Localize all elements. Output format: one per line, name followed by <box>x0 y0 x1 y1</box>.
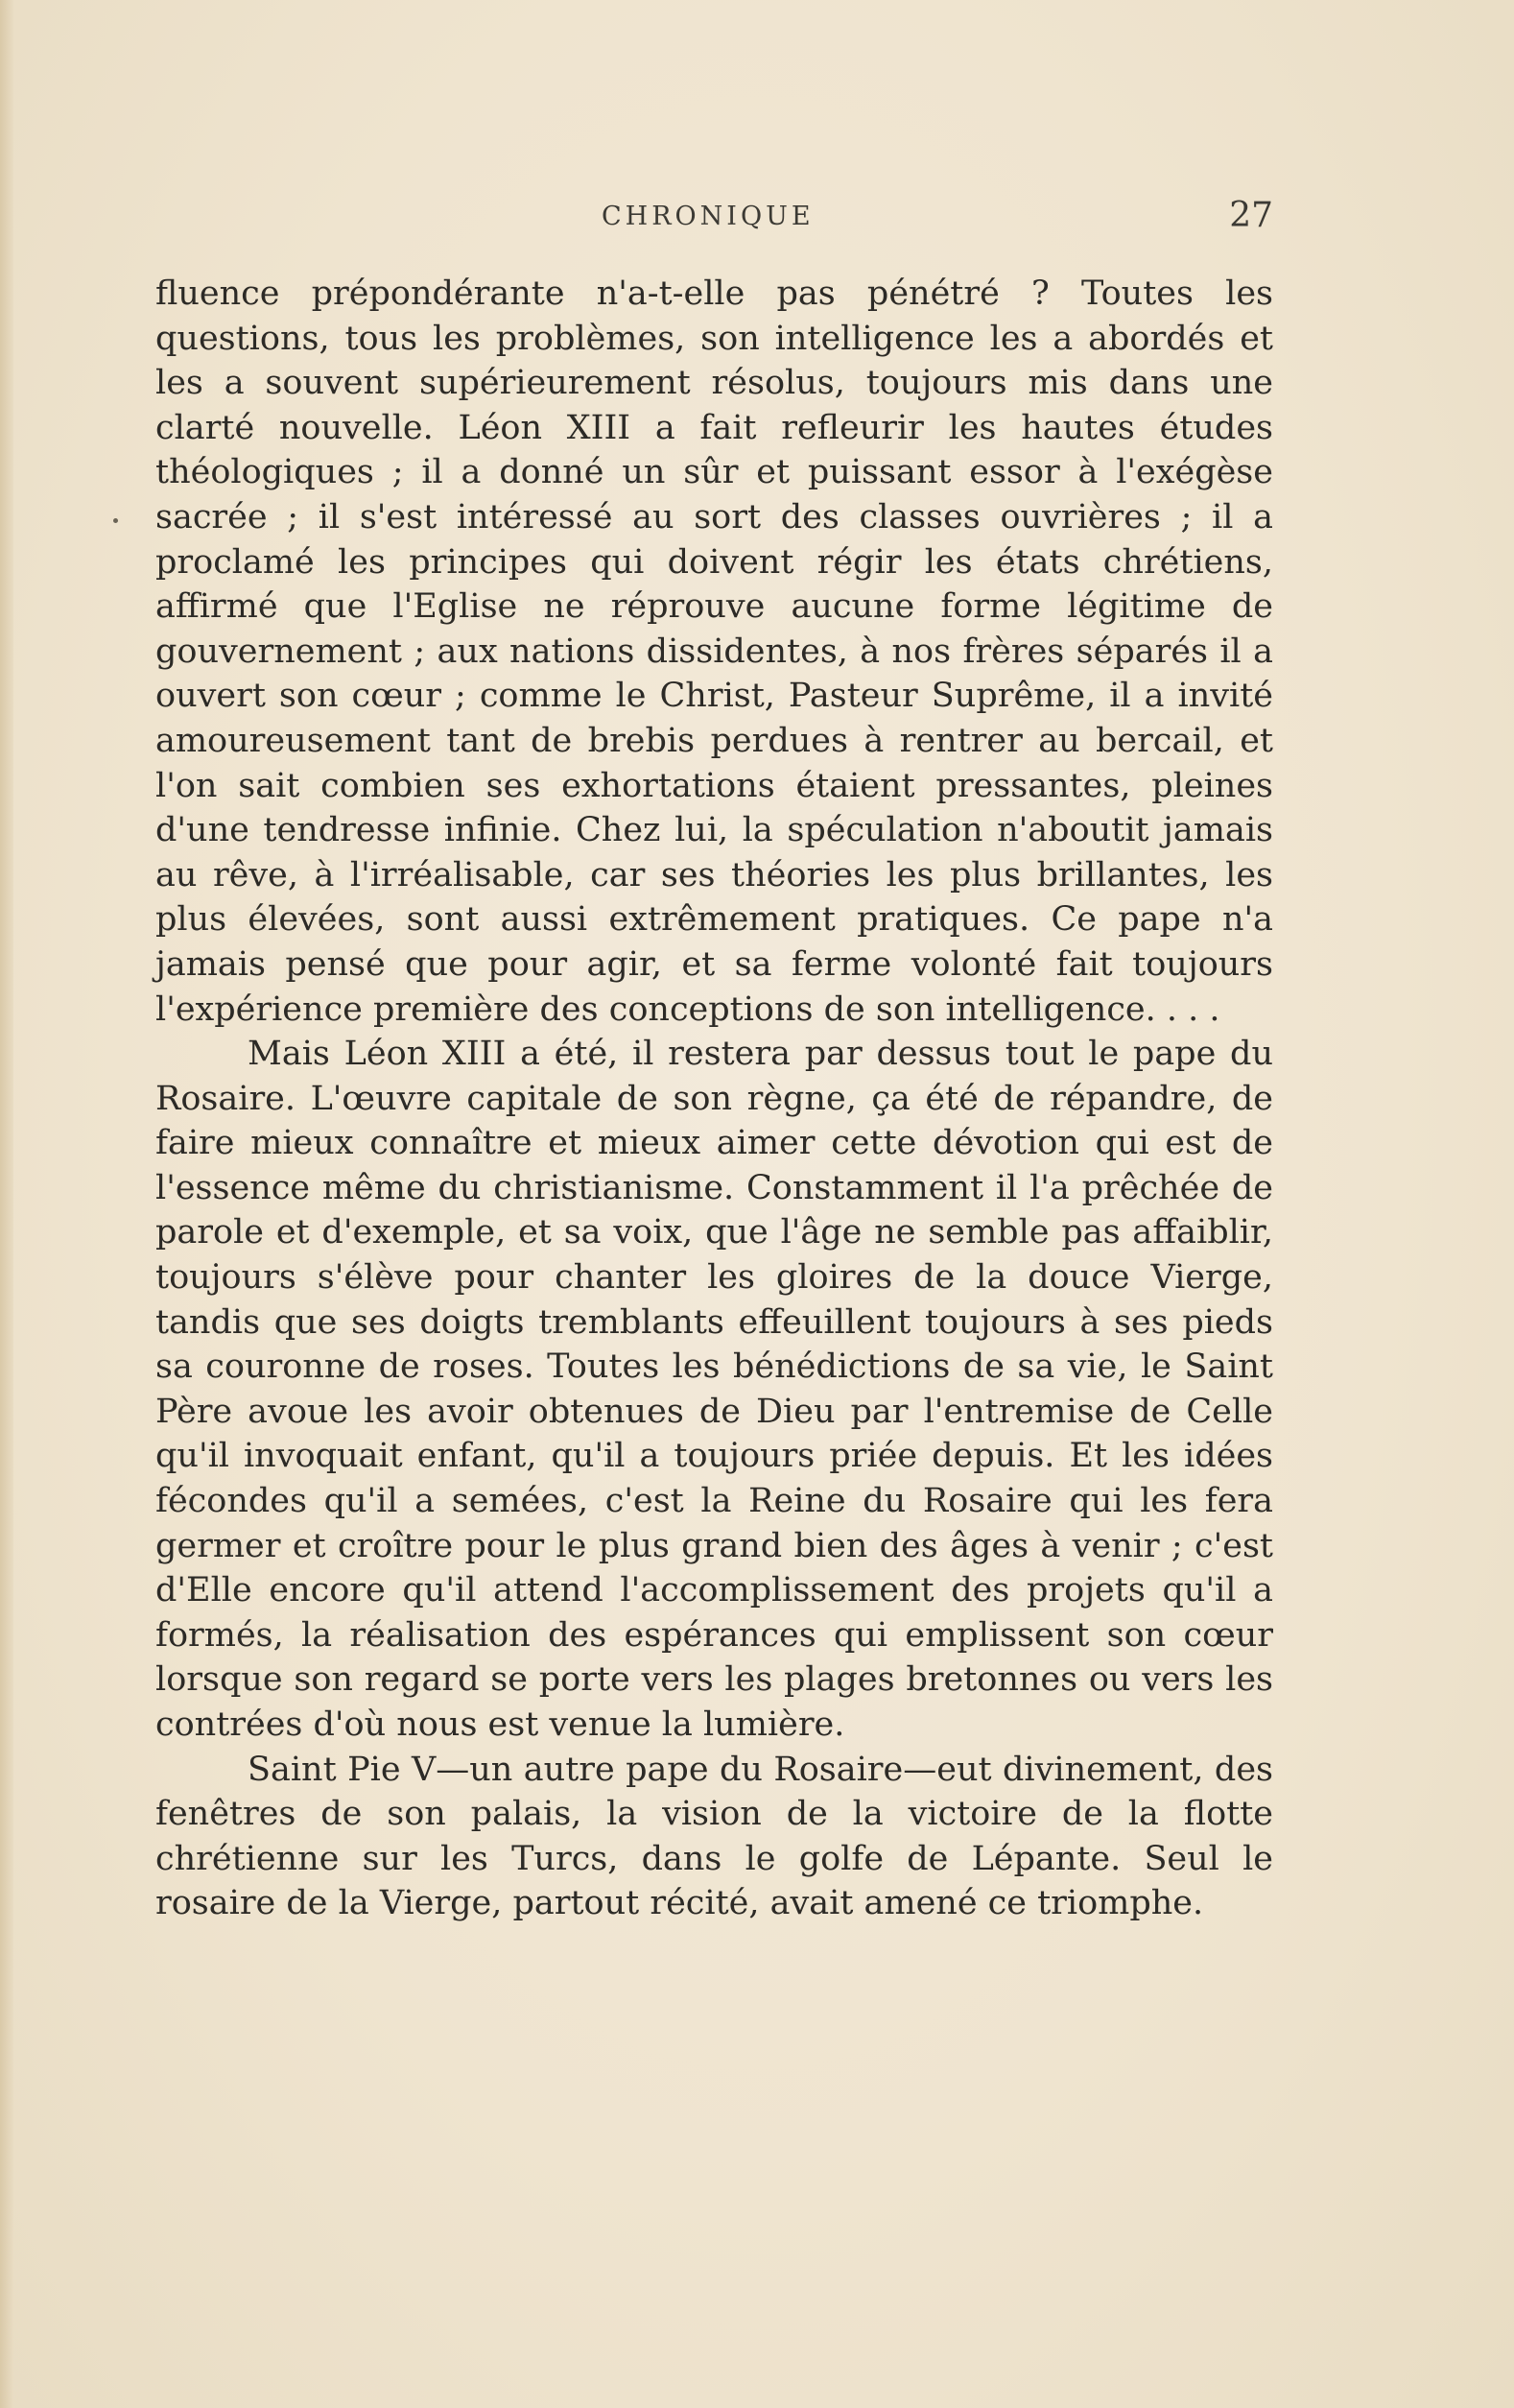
paragraph-2: Mais Léon XIII a été, il restera par dessus tout le pape du Rosaire. L'œuvre capitale de son règne, ça été de répandre, de faire mieux connaître et mieux aimer cette dévotion qui est de l'essence même du christianisme. Constamment il l'a prêchée de parole et d'exemple, et sa voix, que l'âge ne semble pas affaiblir, toujours s'élève pour chanter les gloires de la douce Vierge, tandis que ses doigts tremblants effeuillent toujours à ses pieds sa couronne de roses. Toutes les bénédictions de sa vie, le Saint Père avoue les avoir obtenues de Dieu par l'entremise de Celle qu'il invoquait enfant, qu'il a toujours priée depuis. Et les idées fécondes qu'il a semées, c'est la Reine du Rosaire qui les fera germer et croître pour le plus grand bien des âges à venir ; c'est d'Elle encore qu'il attend l'accomplissement des projets qu'il a formés, la réalisation des espérances qui emplissent son cœur lorsque son regard se porte vers les plages bretonnes ou vers les contrées d'où nous est venue la lumière. <box>155 1035 1273 1744</box>
body-text <box>155 272 1273 1926</box>
page-number: 27 <box>1229 196 1273 235</box>
paragraph-1: fluence prépondérante n'a-t-elle pas pénétré ? Toutes les questions, tous les problèmes, son intelligence les a abordés et les a souvent supérieurement résolus, toujours mis dans une clarté nouvelle. Léon XIII a fait refleurir les hautes études théologiques ; il a donné un sûr et puissant essor à l'exégèse sacrée ; il s'est intéressé au sort des classes ouvrières ; il a proclamé les principes qui doivent régir les états chrétiens, affirmé que l'Eglise ne réprouve aucune forme légitime de gouvernement ; aux nations dissidentes, à nos frères séparés il a ouvert son cœur ; comme le Christ, Pasteur Suprême, il a invité amoureusement tant de brebis perdues à rentrer au bercail, et l'on sait combien ses exhortations étaient pressantes, pleines d'une tendresse infinie. Chez lui, la spéculation n'aboutit jamais au rêve, à l'irréalisable, car ses théories les plus brillantes, les plus élevées, sont aussi extrêmement pratiques. Ce pape n'a jamais pensé que pour agir, et sa ferme volonté fait toujours l'expérience première des conceptions de son intelligence. . . . <box>155 274 1273 1029</box>
page-header <box>155 196 1273 250</box>
page-binding-edge <box>0 0 13 2408</box>
ink-speck <box>113 518 118 523</box>
running-head: CHRONIQUE <box>602 202 815 231</box>
paragraph-3: Saint Pie V—un autre pape du Rosaire—eut divinement, des fenêtres de son palais, la vision de la victoire de la flotte chrétienne sur les Turcs, dans le golfe de Lépante. Seul le rosaire de la Vierge, partout récité, avait amené ce triomphe. <box>155 1750 1273 1923</box>
